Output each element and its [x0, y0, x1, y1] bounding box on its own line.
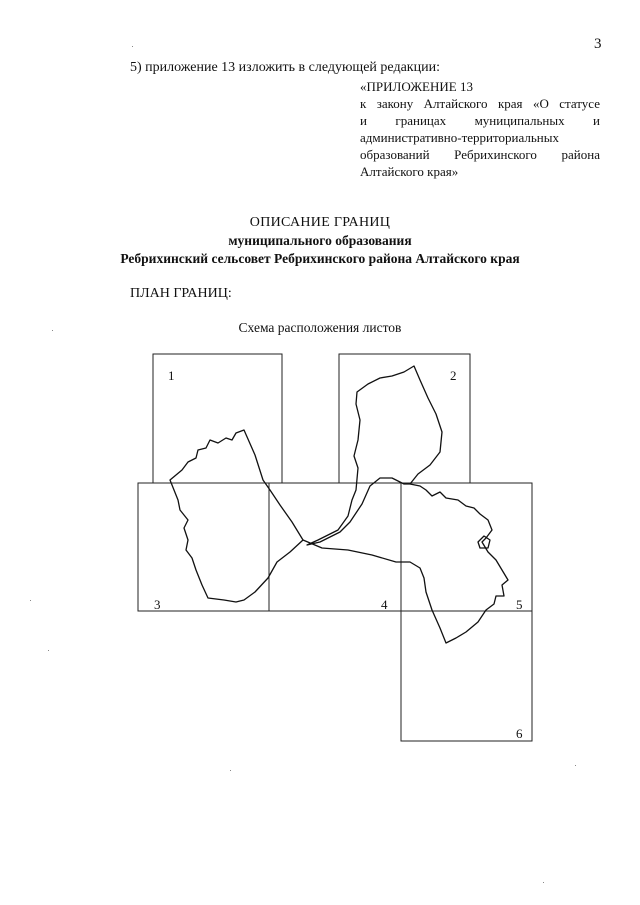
annex-line: к закону Алтайского края «О статусе	[360, 96, 600, 111]
heading-subtitle: муниципального образования	[228, 233, 412, 248]
sheet-4-frame	[269, 483, 401, 611]
sheet-5-label: 5	[516, 597, 523, 612]
boundary-corridor	[303, 484, 508, 643]
annex-line: «ПРИЛОЖЕНИЕ 13	[360, 79, 473, 94]
amendment-item-5: 5) приложение 13 изложить в следующей редакции:	[130, 60, 440, 75]
scan-speck	[52, 330, 53, 331]
plan-label: ПЛАН ГРАНИЦ:	[130, 286, 232, 301]
sheet-6-label: 6	[516, 726, 523, 741]
scheme-title: Схема расположения листов	[238, 320, 402, 335]
scan-speck	[132, 46, 133, 47]
annex-line: образований Ребрихинского района	[360, 147, 600, 162]
sheet-3-label: 3	[154, 597, 161, 612]
annex-line: и границах муниципальных и	[360, 113, 600, 128]
sheet-6-frame	[401, 611, 532, 741]
sheet-2-label: 2	[450, 368, 457, 383]
scan-speck	[575, 765, 576, 766]
boundary-left-polygon	[170, 430, 303, 602]
sheet-5-frame	[401, 483, 532, 611]
boundary-top-right-polygon	[307, 366, 442, 545]
sheet-3-frame	[138, 483, 269, 611]
sheet-1-label: 1	[168, 368, 175, 383]
annex-line: Алтайского края»	[360, 164, 459, 179]
sheet-4-label: 4	[381, 597, 388, 612]
scan-speck	[30, 600, 31, 601]
heading-municipality: Ребрихинский сельсовет Ребрихинского района Алтайского края	[120, 251, 520, 266]
scan-speck	[230, 770, 231, 771]
heading-title: ОПИСАНИЕ ГРАНИЦ	[249, 215, 391, 230]
page-number: 3	[594, 36, 602, 52]
scan-speck	[543, 882, 544, 883]
scan-speck	[48, 650, 49, 651]
annex-line: административно-территориальных	[360, 130, 559, 145]
